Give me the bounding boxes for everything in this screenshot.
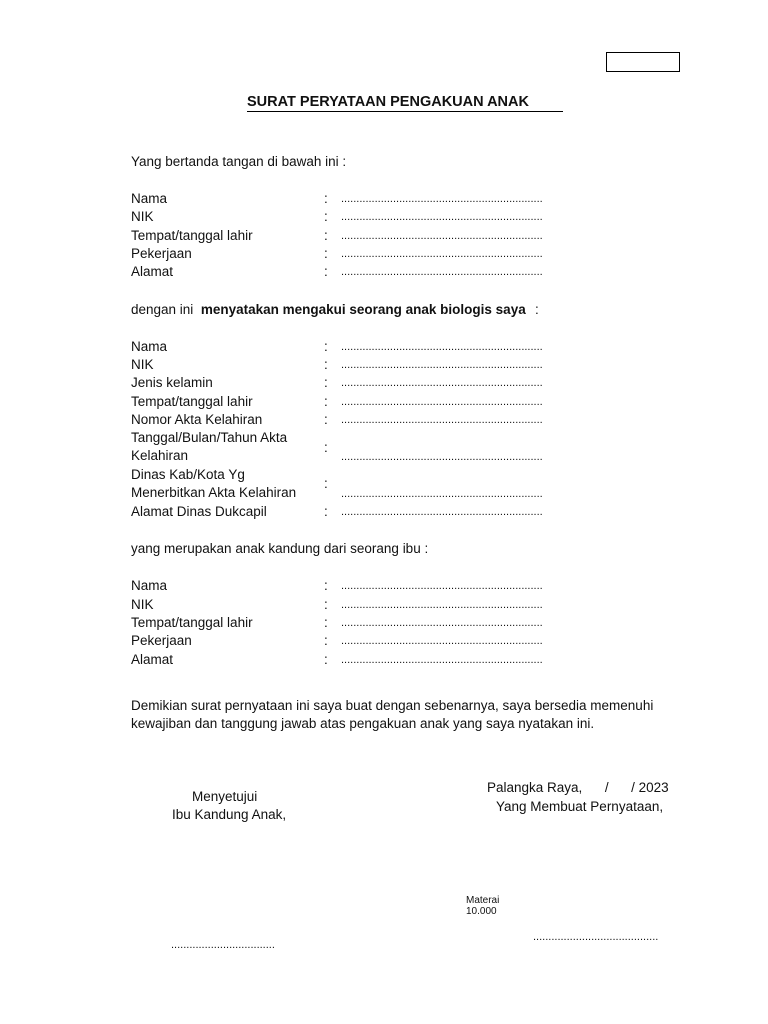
child-nama-label: Nama [131, 339, 168, 354]
declarant-nama-label: Nama [131, 191, 168, 206]
mother-nik-field: .................................................................. [341, 599, 543, 611]
colon: : [324, 578, 328, 593]
mother-nama-label: Nama [131, 578, 168, 593]
mother-signature-line: .................................. [171, 939, 275, 951]
mother-alamat-field: .................................................................. [341, 654, 543, 666]
colon: : [324, 339, 328, 354]
colon: : [324, 375, 328, 390]
declarant-nik-label: NIK [131, 209, 154, 224]
closing-paragraph: Demikian surat pernyataan ini saya buat dengan sebenarnya, saya bersedia memenuhi kewajiban dan tanggung jawab atas pengakuan anak yang saya nyatakan ini. [131, 698, 654, 731]
colon: : [324, 440, 328, 455]
declarant-ttl-label: Tempat/tanggal lahir [131, 228, 253, 243]
statement-prefix: dengan ini [131, 302, 194, 317]
declarant-alamat-field: .................................................................. [341, 266, 543, 278]
declarant-signature-label: Yang Membuat Pernyataan, [496, 799, 664, 814]
child-gender-label: Jenis kelamin [131, 375, 213, 390]
child-ttl-field: .................................................................. [341, 396, 543, 408]
colon: : [324, 228, 328, 243]
declarant-nik-field: .................................................................. [341, 211, 543, 223]
child-birth-cert-number-label: Nomor Akta Kelahiran [131, 412, 263, 427]
mother-intro: yang merupakan anak kandung dari seorang ibu : [131, 541, 429, 556]
child-nik-label: NIK [131, 357, 154, 372]
child-dinas-field: .................................................................. [341, 488, 543, 500]
colon: : [324, 652, 328, 667]
child-birth-cert-date-label-2: Kelahiran [131, 448, 189, 463]
mother-nik-label: NIK [131, 597, 154, 612]
declarant-ttl-field: .................................................................. [341, 230, 543, 242]
approval-label: Menyetujui [192, 789, 258, 804]
child-nama-field: .................................................................. [341, 341, 543, 353]
mother-pekerjaan-field: .................................................................. [341, 635, 543, 647]
colon: : [324, 412, 328, 427]
mother-alamat-label: Alamat [131, 652, 174, 667]
document-title: SURAT PERYATAAN PENGAKUAN ANAK [247, 94, 563, 112]
intro-text: Yang bertanda tangan di bawah ini : [131, 154, 347, 169]
mother-ttl-label: Tempat/tanggal lahir [131, 615, 253, 630]
child-birth-cert-date-field: .................................................................. [341, 451, 543, 463]
child-birth-cert-number-field: .................................................................. [341, 414, 543, 426]
child-nik-field: .................................................................. [341, 359, 543, 371]
mother-pekerjaan-label: Pekerjaan [131, 633, 192, 648]
colon: : [324, 615, 328, 630]
colon: : [324, 209, 328, 224]
colon: : [324, 504, 328, 519]
colon: : [324, 597, 328, 612]
mother-signature-label: Ibu Kandung Anak, [172, 807, 287, 822]
stamp-value: 10.000 [466, 906, 497, 917]
statement-bold: menyatakan mengakui seorang anak biologis saya [200, 302, 526, 317]
colon: : [324, 394, 328, 409]
form-number-box [606, 52, 680, 72]
child-dukcapil-address-field: .................................................................. [341, 506, 543, 518]
colon: : [324, 246, 328, 261]
declarant-nama-field: .................................................................. [341, 193, 543, 205]
child-dinas-label-2: Menerbitkan Akta Kelahiran [131, 485, 297, 500]
child-ttl-label: Tempat/tanggal lahir [131, 394, 253, 409]
child-dinas-label-1: Dinas Kab/Kota Yg [131, 467, 245, 482]
declarant-pekerjaan-label: Pekerjaan [131, 246, 192, 261]
colon: : [324, 476, 328, 491]
stamp-label: Materai [466, 895, 500, 906]
colon: : [324, 633, 328, 648]
declarant-pekerjaan-field: .................................................................. [341, 248, 543, 260]
colon: : [324, 357, 328, 372]
colon: : [324, 264, 328, 279]
statement-colon: : [535, 302, 539, 317]
declarant-alamat-label: Alamat [131, 264, 174, 279]
declarant-signature-line: ......................................... [533, 931, 659, 943]
child-gender-field: .................................................................. [341, 377, 543, 389]
place-date: Palangka Raya, / / 2023 [487, 780, 669, 795]
child-birth-cert-date-label-1: Tanggal/Bulan/Tahun Akta [131, 430, 288, 445]
mother-nama-field: .................................................................. [341, 580, 543, 592]
colon: : [324, 191, 328, 206]
mother-ttl-field: .................................................................. [341, 617, 543, 629]
statement-line [131, 301, 526, 319]
child-dukcapil-address-label: Alamat Dinas Dukcapil [131, 504, 267, 519]
